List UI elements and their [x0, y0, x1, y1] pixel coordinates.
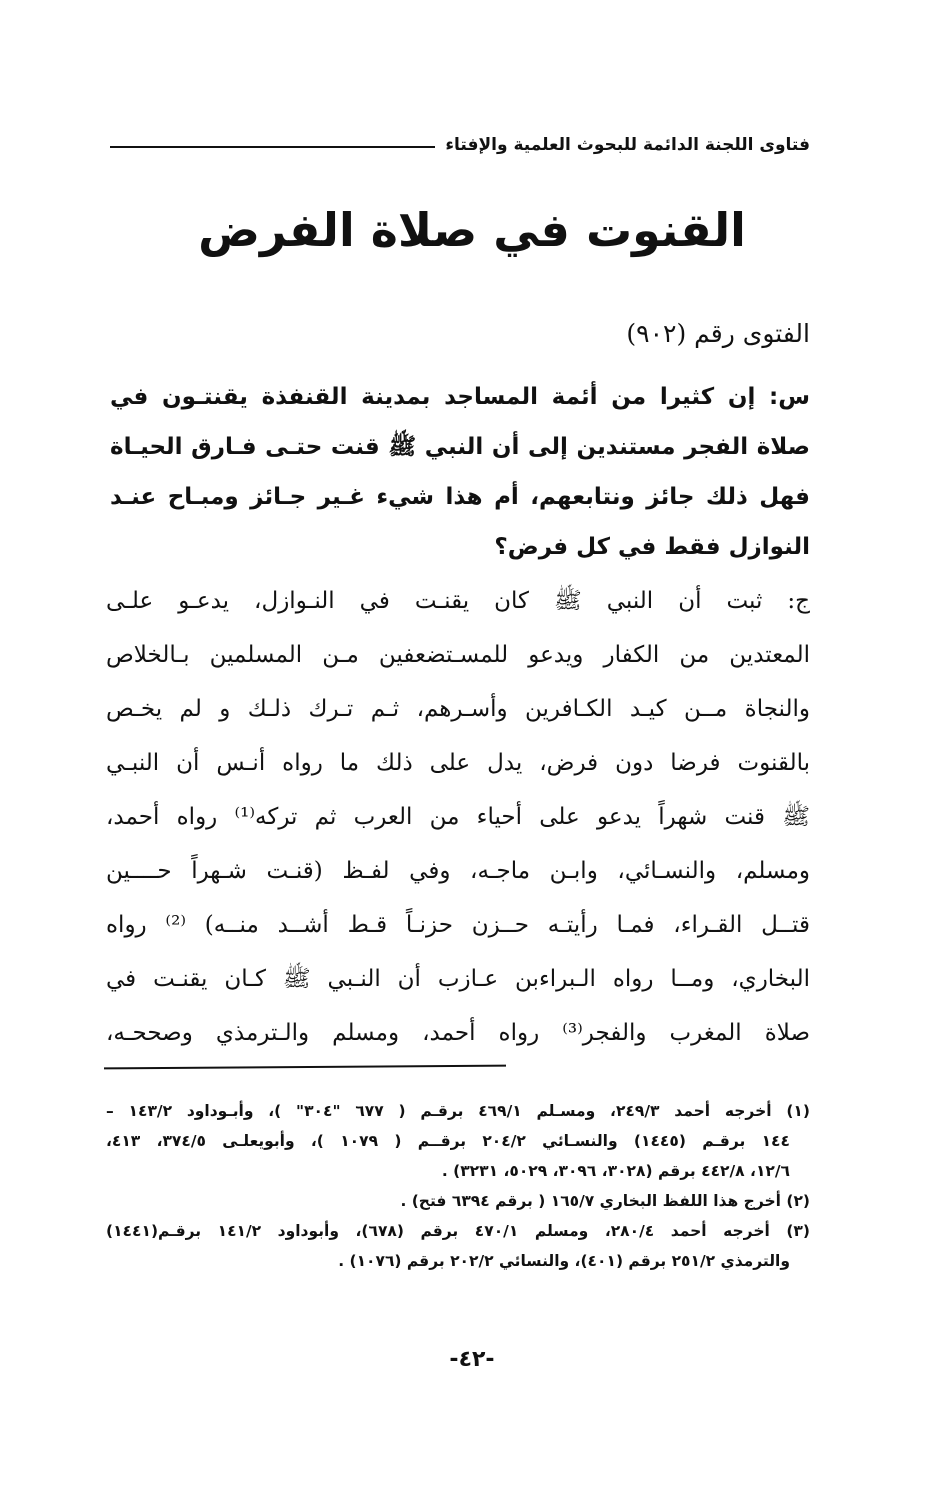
question-line: س: إن كثيرا من أئمة المساجد بمدينة القنفذة يقنتـون في	[110, 384, 810, 410]
answer-line: ومسلم، والنسـائي، وابـن ماجـه، وفي لفـظ (قنـت شـهراً حــــين	[106, 858, 810, 884]
footnote-2-line: (٢) أخرج هذا اللفظ البخاري ١٦٥/٧ ( برقم ٦٣٩٤ فتح) .	[400, 1192, 810, 1210]
footnote-3-line: (٣) أخرجه أحمد ٢٨٠/٤، ومسلم ٤٧٠/١ برقم (٦٧٨)، وأبوداود ١٤١/٢ برقـم(١٤٤١)	[106, 1222, 810, 1240]
answer-line: قتــل القـراء، فمـا رأيتـه حــزن حزنـاً قـط أشــد منــه) ⁽²⁾ رواه	[106, 912, 810, 938]
running-header-text: فتاوى اللجنة الدائمة للبحوث العلمية والإفتاء	[445, 135, 810, 155]
answer-line: المعتدين من الكفار ويدعو للمسـتضعفين مـن المسلمين بـالخلاص	[106, 642, 810, 668]
question-line: النوازل فقط في كل فرض؟	[494, 534, 810, 560]
answer-line: والنجاة مــن كيـد الكـافرين وأسـرهم، ثـم تـرك ذلـك و لم يخـص	[106, 696, 810, 722]
page-number: -٤٢-	[449, 1347, 495, 1372]
running-header	[110, 128, 810, 162]
answer-block	[106, 574, 810, 1060]
footnote-3-line: والترمذي ٢٥١/٢ برقم (٤٠١)، والنسائي ٢٠٢/٢ برقم (١٠٧٦) .	[338, 1252, 790, 1270]
answer-line: ج: ثبت أن النبي ﷺ كان يقنـت في النـوازل، يدعـو علـى	[106, 588, 810, 614]
question-block	[110, 372, 810, 572]
chapter-title: القنوت في صلاة الفرض	[198, 203, 746, 257]
header-rule	[110, 146, 435, 148]
question-line: فهل ذلك جائز ونتابعهم، أم هذا شيء غـير جـائز ومبـاح عنـد	[110, 484, 810, 510]
answer-line: بالقنوت فرضا دون فرض، يدل على ذلك ما رواه أنـس أن النبـي	[106, 750, 810, 776]
answer-line: صلاة المغرب والفجر⁽³⁾ رواه أحمد، ومسلم والـترمذي وصححـه،	[106, 1020, 810, 1046]
question-line: صلاة الفجر مستندين إلى أن النبي ﷺ قنت حتـى فـارق الحيـاة	[110, 434, 810, 460]
answer-line: البخاري، ومــا رواه الـبراءبن عـازب أن النـبي ﷺ كـان يقنـت في	[106, 966, 810, 992]
footnotes	[106, 1096, 810, 1276]
answer-line: ﷺ قنت شهراً يدعو على أحياء من العرب ثم تركه⁽¹⁾ رواه أحمد،	[106, 804, 810, 830]
footnote-1-line: ١٤٤ برقـم (١٤٤٥) والنسـائي ٢٠٤/٢ برقــم ( ١٠٧٩ )، وأبويعلـى ٣٧٤/٥، ٤١٣،	[106, 1132, 790, 1150]
footnote-1-line: ١٢/٦، ٤٤٢/٨ برقم (٣٠٢٨، ٣٠٩٦، ٥٠٢٩، ٣٢٣١) .	[441, 1162, 790, 1180]
footnote-1-line: (١) أخرجه أحمد ٢٤٩/٣، ومسـلم ٤٦٩/١ برقـم ( ٦٧٧ "٣٠٤" )، وأبـوداود ١٤٣/٢ –	[106, 1102, 810, 1120]
fatwa-number: الفتوى رقم (٩٠٢)	[626, 319, 810, 348]
handwritten-underline	[104, 1065, 506, 1070]
